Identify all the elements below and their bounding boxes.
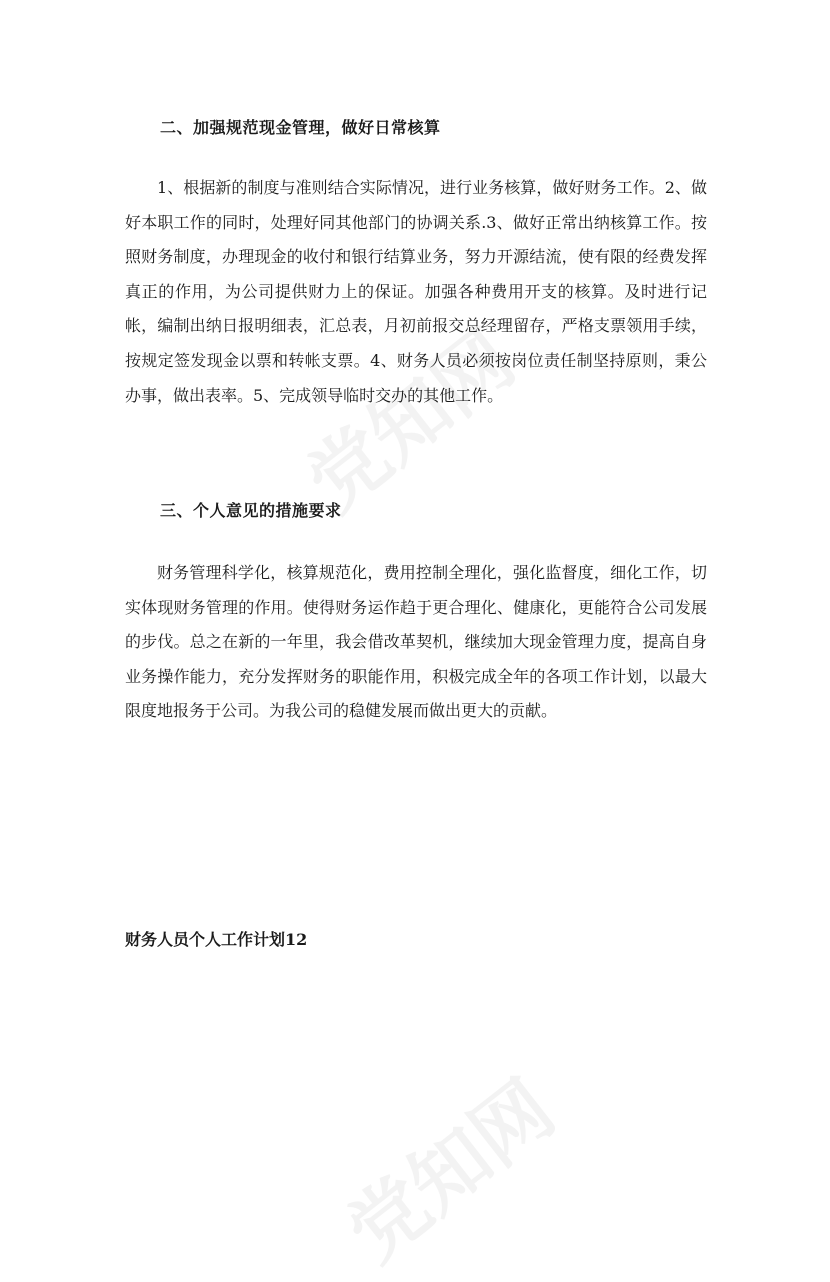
section-paragraph-2: 1、根据新的制度与准则结合实际情况，进行业务核算，做好财务工作。2、做好本职工作的同时，处理好同其他部门的协调关系.3、做好正常出纳核算工作。按照财务制度，办理现金的收付和银行结算业务，努力开源结流，使有限的经费发挥真正的作用，为公司提供财力上的保证。加强各种费用开支的核算。及时进行记帐，编制出纳日报明细表，汇总表，月初前报交总经理留存，严格支票领用手续，按规定签发现金以票和转帐支票。4、财务人员必须按岗位责任制坚持原则，秉公办事，做出表率。5、完成领导临时交办的其他工作。 xyxy=(125,178,707,405)
section-heading-3: 三、个人意见的措施要求 xyxy=(160,501,342,520)
watermark-bottom xyxy=(320,1050,573,1282)
section-heading-2: 二、加强规范现金管理，做好日常核算 xyxy=(160,118,441,137)
next-document-title: 财务人员个人工作计划12 xyxy=(125,930,308,949)
section-paragraph-3: 财务管理科学化，核算规范化，费用控制全理化，强化监督度，细化工作，切实体现财务管理的作用。使得财务运作趋于更合理化、健康化，更能符合公司发展的步伐。总之在新的一年里，我会借改革契机，继续加大现金管理力度，提高自身业务操作能力，充分发挥财务的职能作用，积极完成全年的各项工作计划，以最大限度地报务于公司。为我公司的稳健发展而做出更大的贡献。 xyxy=(125,563,707,721)
